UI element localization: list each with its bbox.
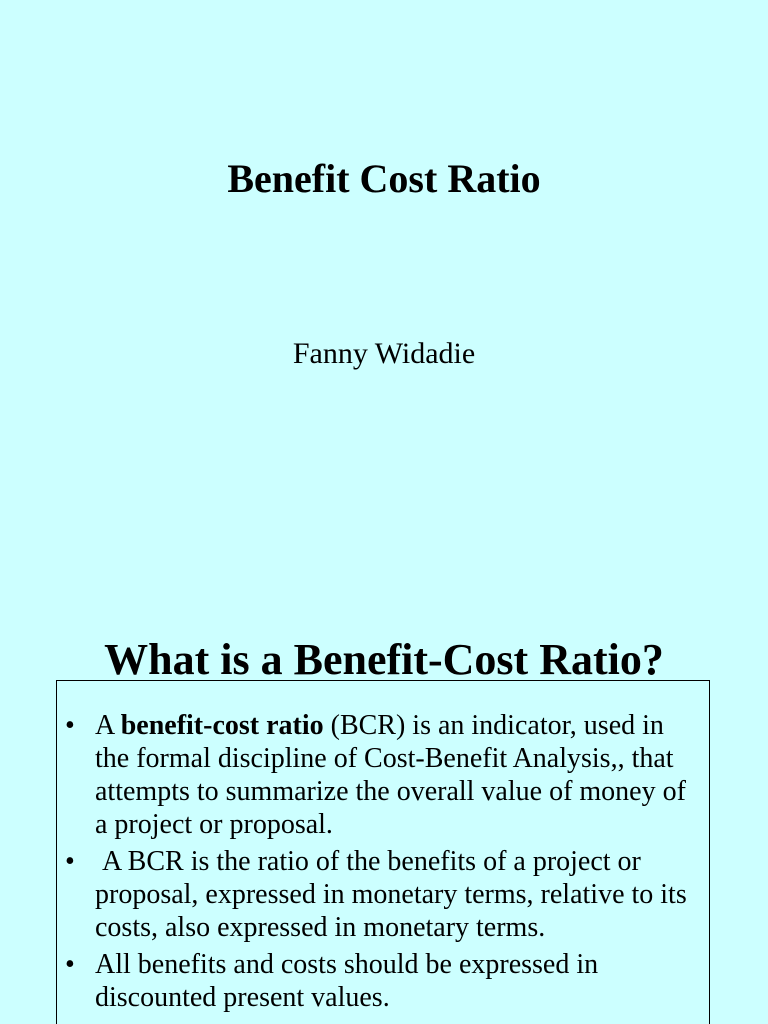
bullet-text: All benefits and costs should be expressed in discounted present values. (95, 949, 599, 1013)
content-slide (0, 576, 768, 1024)
bullet-text-prefix: A (95, 710, 121, 741)
author-name: Fanny Widadie (292, 337, 476, 370)
content-box (56, 680, 710, 1024)
slide-heading: What is a Benefit-Cost Ratio? (104, 635, 664, 684)
bullet-text-suffix: (BCR) is an indicator, used in the formal discipline of Cost-Benefit Analysis,, that attempts to summarize the overall value of money of a project or proposal. (95, 710, 686, 840)
bullet-item-bcr-definition (65, 709, 695, 841)
bullet-item-bcr-ratio (65, 845, 695, 944)
bullet-marker: • (65, 846, 75, 877)
bullet-marker: • (65, 949, 75, 980)
slide-title: Benefit Cost Ratio (227, 156, 541, 201)
bullet-marker: • (65, 710, 75, 741)
bullet-text: A BCR is the ratio of the benefits of a project or proposal, expressed in monetary terms, relative to its costs, also expressed in monetary terms. (95, 846, 694, 943)
bullet-list (65, 709, 695, 1014)
bullet-text-bold-term: benefit-cost ratio (120, 710, 324, 741)
bullet-item-present-values (65, 948, 695, 1014)
